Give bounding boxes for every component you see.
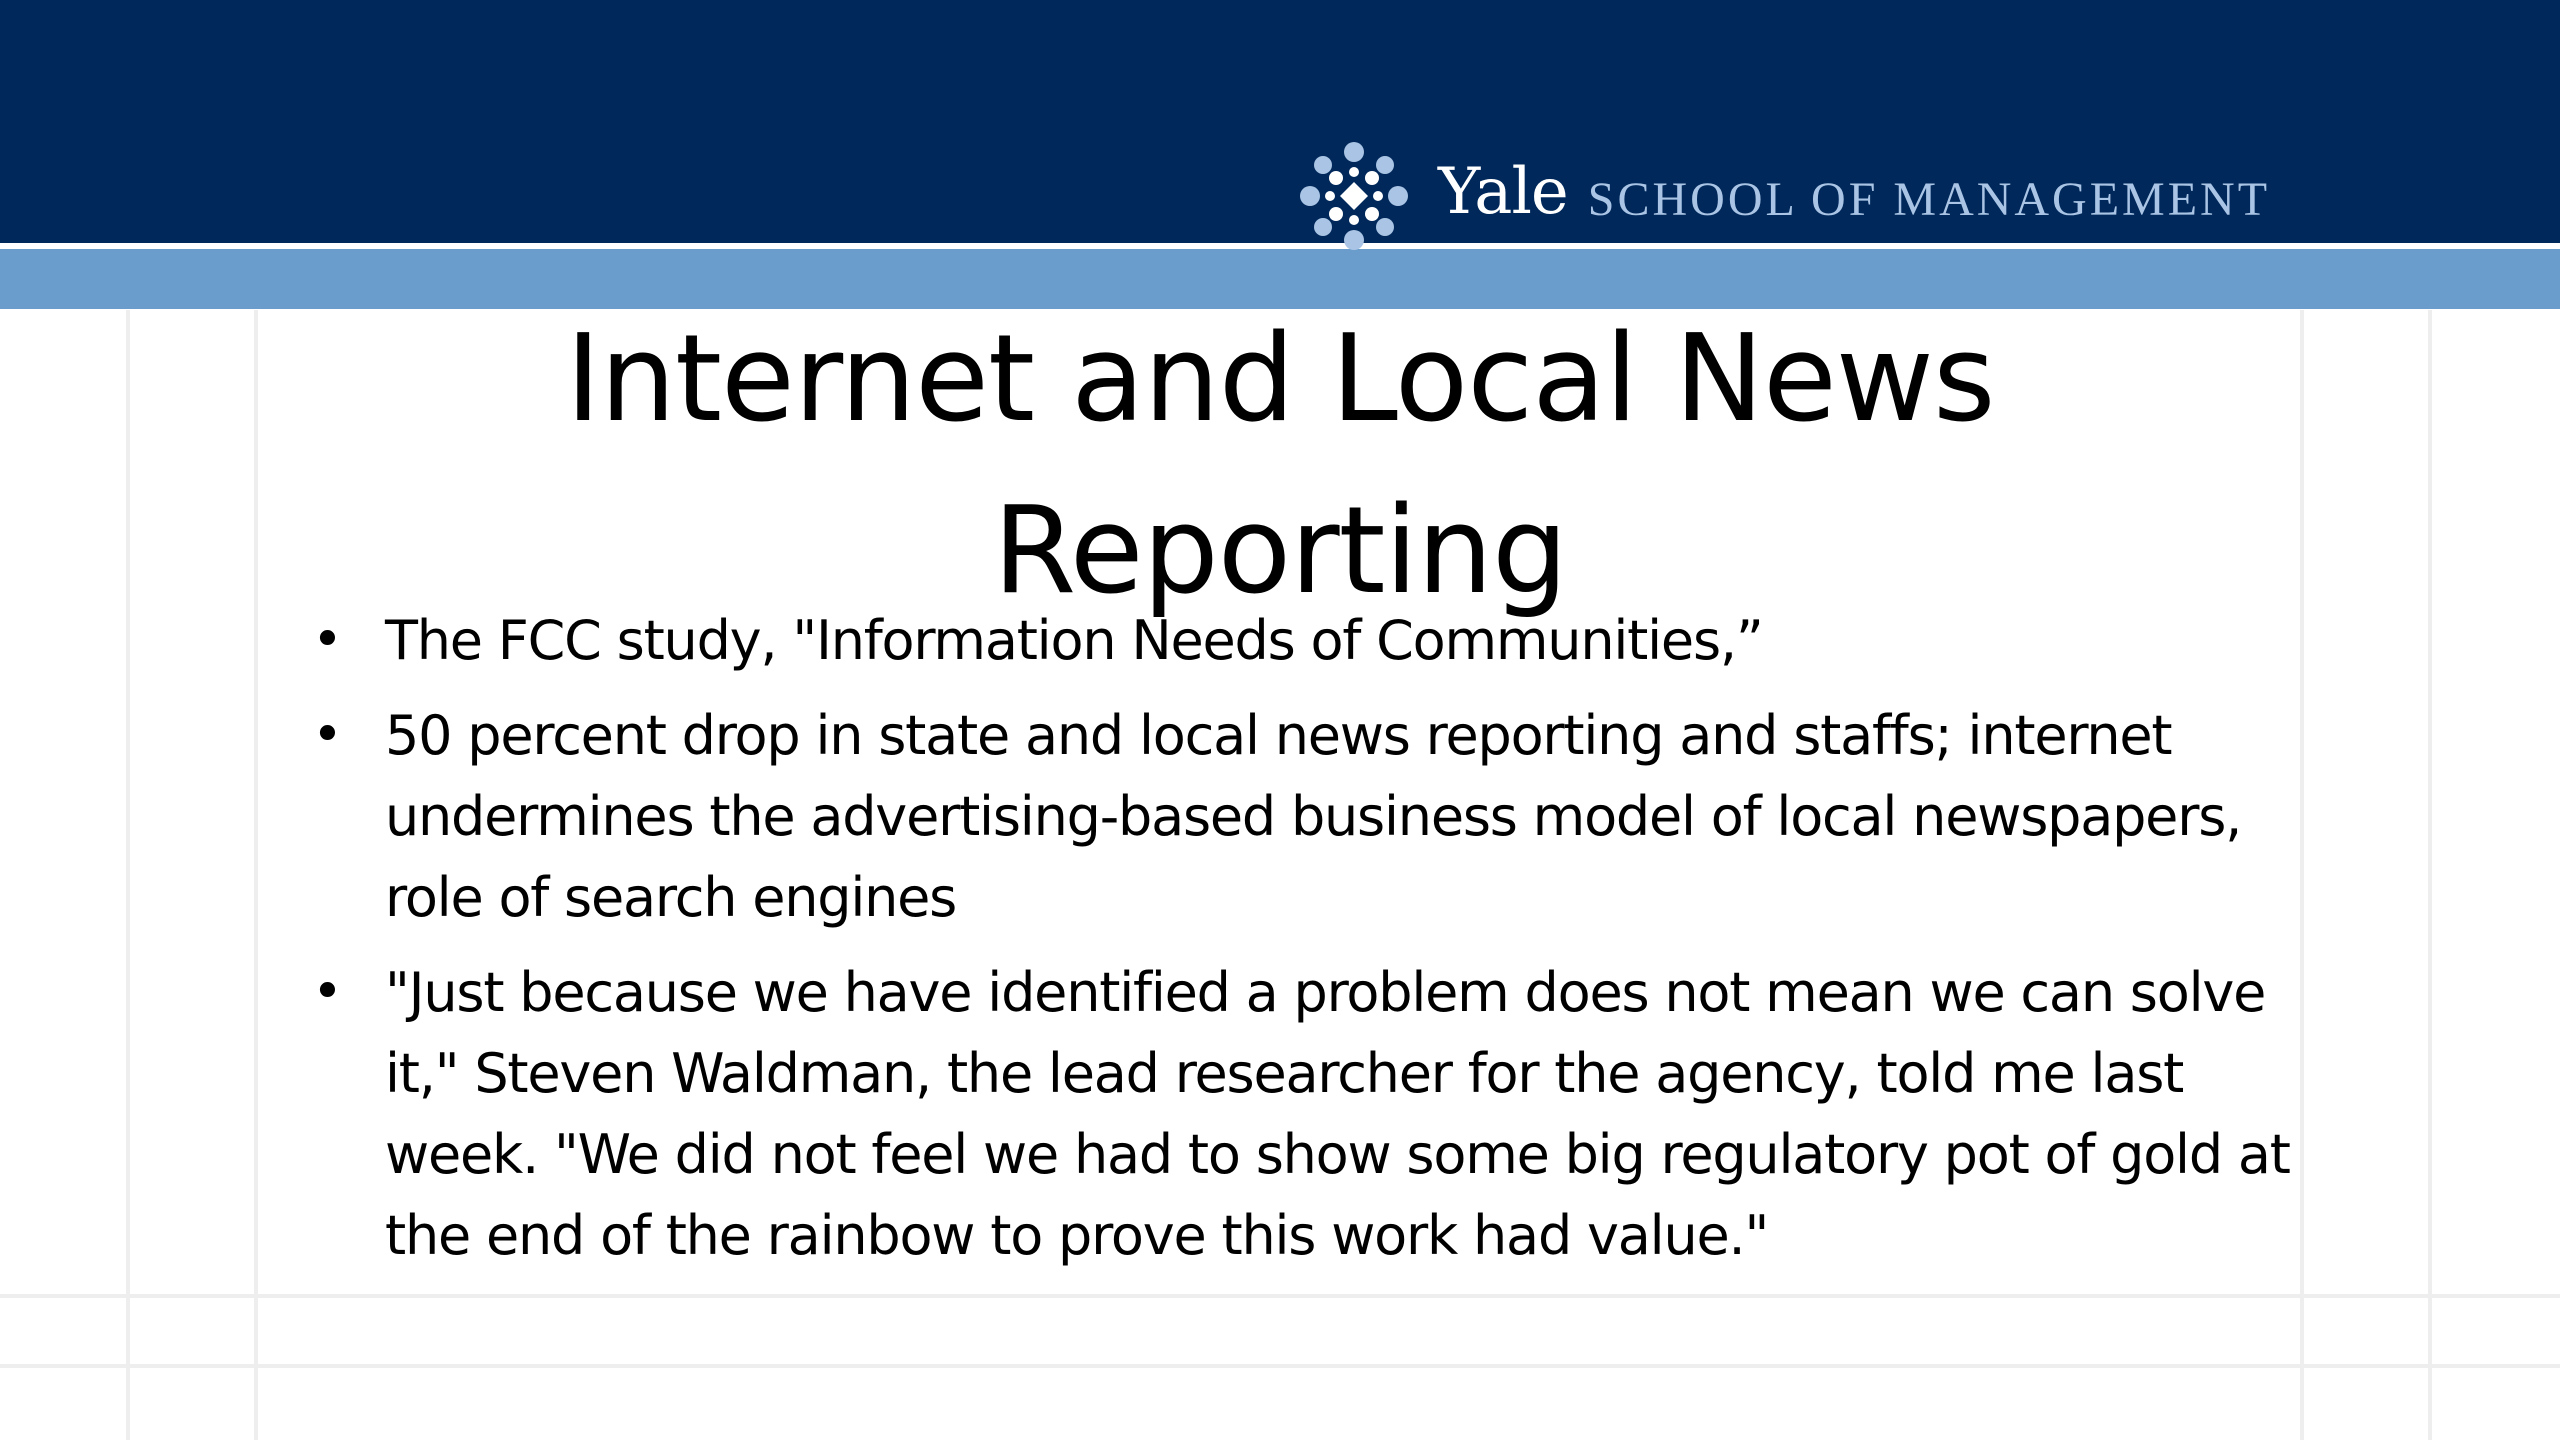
bullet-item (270, 600, 2290, 681)
slide-title (260, 294, 2300, 638)
bullet-item (270, 695, 2290, 938)
bullet-marker: • (312, 610, 343, 670)
bullet-marker: • (312, 705, 343, 765)
bullet-list (270, 600, 2290, 1290)
logo-school-text: SCHOOL OF MANAGEMENT (1587, 173, 2271, 226)
bullet-item (270, 952, 2290, 1276)
yale-som-emblem-icon (1300, 142, 1408, 250)
bullet-text: The FCC study, "Information Needs of Communities,” (385, 609, 1763, 672)
slide-title-line-1: Internet and Local News (565, 310, 1995, 449)
logo-yale-text: Yale (1438, 155, 1568, 229)
slide-title-line-2: Reporting (992, 482, 1568, 621)
bullet-marker: • (312, 962, 343, 1022)
bullet-text: 50 percent drop in state and local news reporting and staffs; internet undermines the advertising-based business model of local newspapers, role of search engines (385, 704, 2242, 929)
bullet-text: "Just because we have identified a problem does not mean we can solve it," Steven Waldman, the lead researcher for the agency, told me last week. "We did not feel we had to show some big regulatory pot of gold at the end of the rainbow to prove this work had value." (385, 961, 2290, 1267)
yale-som-logo (1300, 142, 2270, 250)
